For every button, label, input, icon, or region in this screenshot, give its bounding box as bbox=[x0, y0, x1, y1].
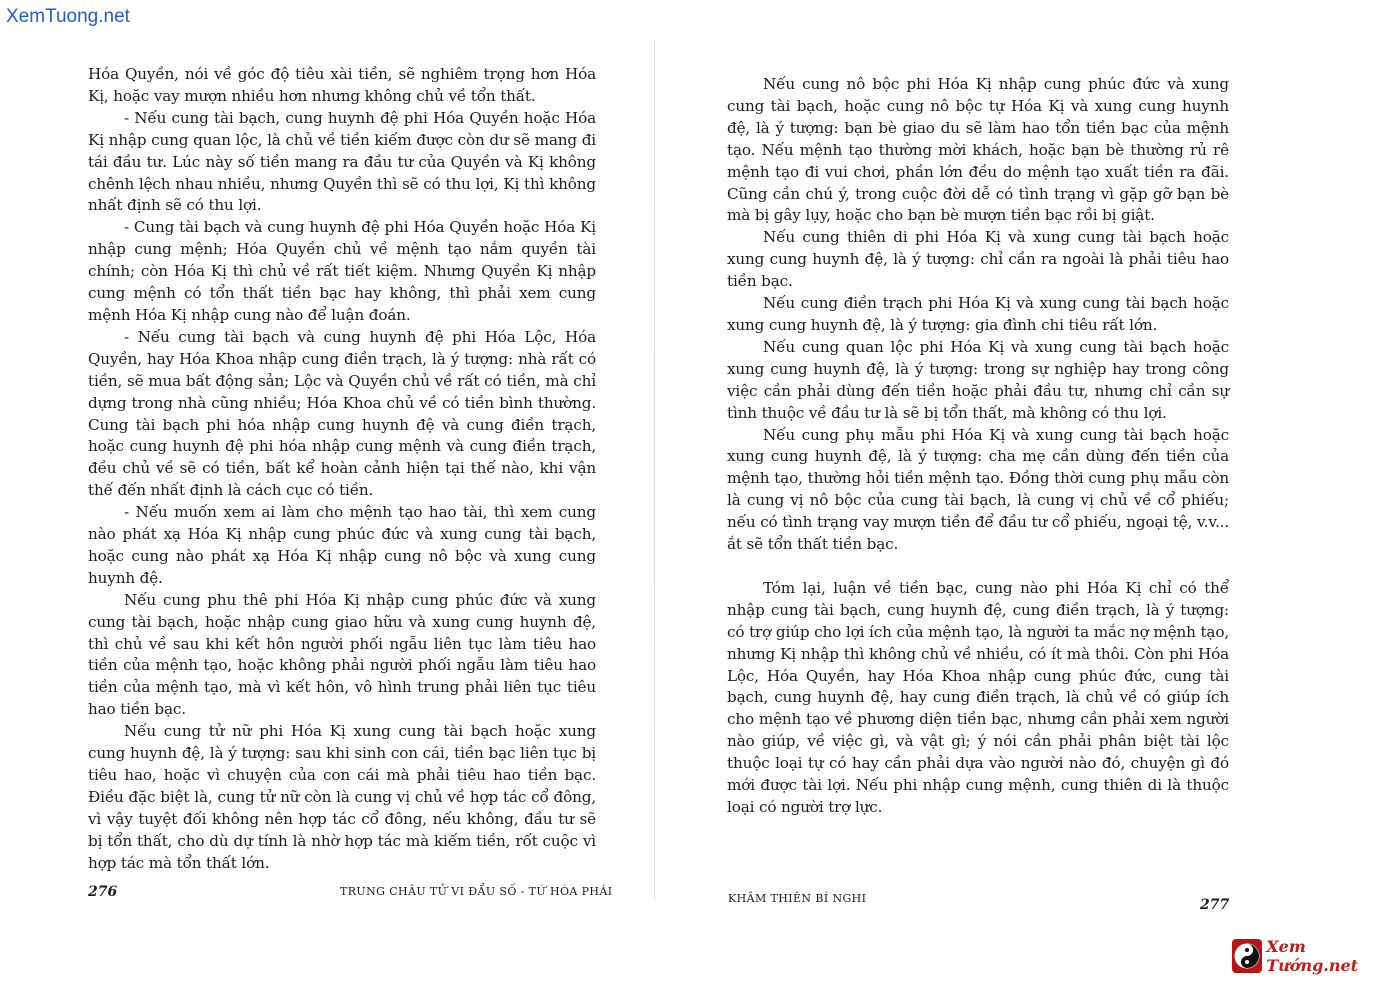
right-page-text bbox=[727, 74, 1229, 819]
paragraph: Nếu cung quan lộc phi Hóa Kị và xung cung tài bạch hoặc xung cung huynh đệ, là ý tượng: trong sự nghiệp hay trong công việc cần phải dùng đến tiền hoặc phải đầu tư, nhưng chỉ cần sự tình thuộc về đầu tư là sẽ bị tổn thất, mà không có thu lợi. bbox=[727, 337, 1229, 422]
left-page-text bbox=[88, 64, 596, 875]
running-head-right: KHÂM THIÊN BÍ NGHI bbox=[728, 892, 867, 905]
left-page bbox=[0, 0, 660, 983]
logo-text: Xem Tướng.net bbox=[1266, 937, 1359, 975]
paragraph: - Nếu cung tài bạch, cung huynh đệ phi Hóa Quyền hoặc Hóa Kị nhập cung quan lộc, là chủ về tiền kiếm được còn dư sẽ mang đi tái đầu tư. Lúc này số tiền mang ra đầu tư của Quyền và Kị không chênh lệch nhau nhiều, nhưng Quyền thì sẽ có thu lợi, Kị thì không nhất định sẽ có thu lợi. bbox=[88, 108, 596, 215]
page-number-left: 276 bbox=[88, 884, 118, 900]
paragraph: - Cung tài bạch và cung huynh đệ phi Hóa Quyền hoặc Hóa Kị nhập cung mệnh; Hóa Quyền chủ về mệnh tạo nắm quyền tài chính; còn Hóa Kị thì chủ về rất tiết kiệm. Nhưng Quyền Kị nhập cung mệnh có tổn thất tiền bạc hay không, thì phải xem cung mệnh Hóa Kị nhập cung nào để luận đoán. bbox=[88, 218, 596, 324]
paragraph: Nếu cung phu thê phi Hóa Kị nhập cung phúc đức và xung cung tài bạch, hoặc nhập cung giao hữu và xung cung huynh đệ, thì chủ về sau khi kết hôn người phối ngẫu liên tục làm tiêu hao tiền của mệnh tạo, hoặc không phải người phối ngẫu làm tiêu hao tiền của mệnh tạo, mà vì kết hôn, vô hình trung phải liên tục tiêu hao tiền bạc. bbox=[88, 590, 596, 719]
paragraph: Nếu cung tử nữ phi Hóa Kị xung cung tài bạch hoặc xung cung huynh đệ, là ý tượng: sau khi sinh con cái, tiền bạc liên tục bị tiêu hao, hoặc vì chuyện của con cái mà phải tiêu hao tiền bạc. Điều đặc biệt là, cung tử nữ còn là cung vị chủ về hợp tác cổ đông, vì vậy tuyệt đối không nên hợp tác cổ đông, nếu không, đầu tư sẽ bị tổn thất, cho dù dự tính là nhờ hợp tác mà kiếm tiền, rốt cuộc vì hợp tác mà tổn thất lớn. bbox=[88, 722, 596, 872]
running-head-left: TRUNG CHÂU TỬ VI ĐẨU SỐ - TỨ HÓA PHÁI bbox=[340, 885, 613, 898]
paragraph: Nếu cung điền trạch phi Hóa Kị và xung cung tài bạch hoặc xung cung huynh đệ, là ý tượng: gia đình chi tiêu rất lớn. bbox=[727, 294, 1229, 334]
paragraph: Nếu cung phụ mẫu phi Hóa Kị và xung cung tài bạch hoặc xung cung huynh đệ, là ý tượng: cha mẹ cần dùng đến tiền của mệnh tạo, thường hỏi tiền mệnh tạo. Đồng thời cung phụ mẫu còn là cung vị nô bộc của cung tài bạch, là cung vị chủ về cổ phiếu; nếu có tình trạng vay mượn tiền để đầu tư cổ phiếu, ngoại tệ, v.v... ắt sẽ tổn thất tiền bạc. bbox=[727, 425, 1229, 554]
site-logo[interactable] bbox=[1232, 936, 1388, 976]
page-number-right: 277 bbox=[1200, 897, 1230, 913]
paragraph: Nếu cung thiên di phi Hóa Kị và xung cung tài bạch hoặc xung cung huynh đệ, là ý tượng: chỉ cần ra ngoài là phải tiêu hao tiền bạc. bbox=[727, 228, 1229, 291]
book-gutter bbox=[654, 40, 655, 900]
paragraph: Nếu cung nô bộc phi Hóa Kị nhập cung phúc đức và xung cung tài bạch, hoặc cung nô bộc tự Hóa Kị và xung cung huynh đệ, là ý tượng: bạn bè giao du sẽ làm hao tổn tiền bạc của mệnh tạo. Nếu mệnh tạo thường mời khách, hoặc bạn bè thường rủ rê mệnh tạo đi vui chơi, phần lớn đều do mệnh tạo xuất tiền ra đãi. Cũng cần chú ý, trong cuộc đời dễ có tình trạng vì gặp gỡ bạn bè mà bị gây lụy, hoặc cho bạn bè mượn tiền bạc rồi bị giật. bbox=[727, 75, 1229, 225]
paragraph: - Nếu cung tài bạch và cung huynh đệ phi Hóa Lộc, Hóa Quyền, hay Hóa Khoa nhập cung điền trạch, là ý tượng: nhà rất có tiền, sẽ mua bất động sản; Lộc và Quyền chủ về rất có tiền, mà chỉ dựng trong nhà cũng nhiều; Hóa Khoa chủ về có tiền bình thường. Cung tài bạch phi hóa nhập cung huynh đệ và cung điền trạch, hoặc cung huynh đệ phi hóa nhập cung mệnh và cung điền trạch, đều chủ về sẽ có tiền, bất kể hoàn cảnh hiện tại thế nào, khi vận thế đến nhất định là cách cục có tiền. bbox=[88, 327, 596, 500]
site-watermark[interactable]: XemTuong.net bbox=[6, 6, 130, 27]
paragraph: - Nếu muốn xem ai làm cho mệnh tạo hao tài, thì xem cung nào phát xạ Hóa Kị nhập cung phúc đức và xung cung tài bạch, hoặc cung nào phát xạ Hóa Kị nhập cung nô bộc và xung cung huynh đệ. bbox=[88, 503, 596, 587]
paragraph: Hóa Quyền, nói về góc độ tiêu xài tiền, sẽ nghiêm trọng hơn Hóa Kị, hoặc vay mượn nhiều hơn nhưng không chủ về tổn thất. bbox=[88, 65, 596, 105]
right-page bbox=[700, 0, 1392, 983]
paragraph: Tóm lại, luận về tiền bạc, cung nào phi Hóa Kị chỉ có thể nhập cung tài bạch, cung huynh đệ, cung điền trạch, là ý tượng: có trợ giúp cho lợi ích của mệnh tạo, là người ta mắc nợ mệnh tạo, nhưng Kị nhập thì không chủ về nhiều, có ít mà thôi. Còn phi Hóa Lộc, Hóa Quyền, hay Hóa Khoa nhập cung phúc đức, cung tài bạch, cung huynh đệ, hay cung điền trạch, là chủ về có giúp ích cho mệnh tạo về phương diện tiền bạc, nhưng cần phải xem người nào giúp, về việc gì, và vật gì; ý nói cần phải phân biệt tài lộc thuộc loại tự có hay cần phải dựa vào người nào đó, chuyện gì đó mới được tài lợi. Nếu phi nhập cung mệnh, cung thiên di là thuộc loại có người trợ lực. bbox=[727, 578, 1229, 816]
yin-yang-icon bbox=[1232, 939, 1262, 973]
